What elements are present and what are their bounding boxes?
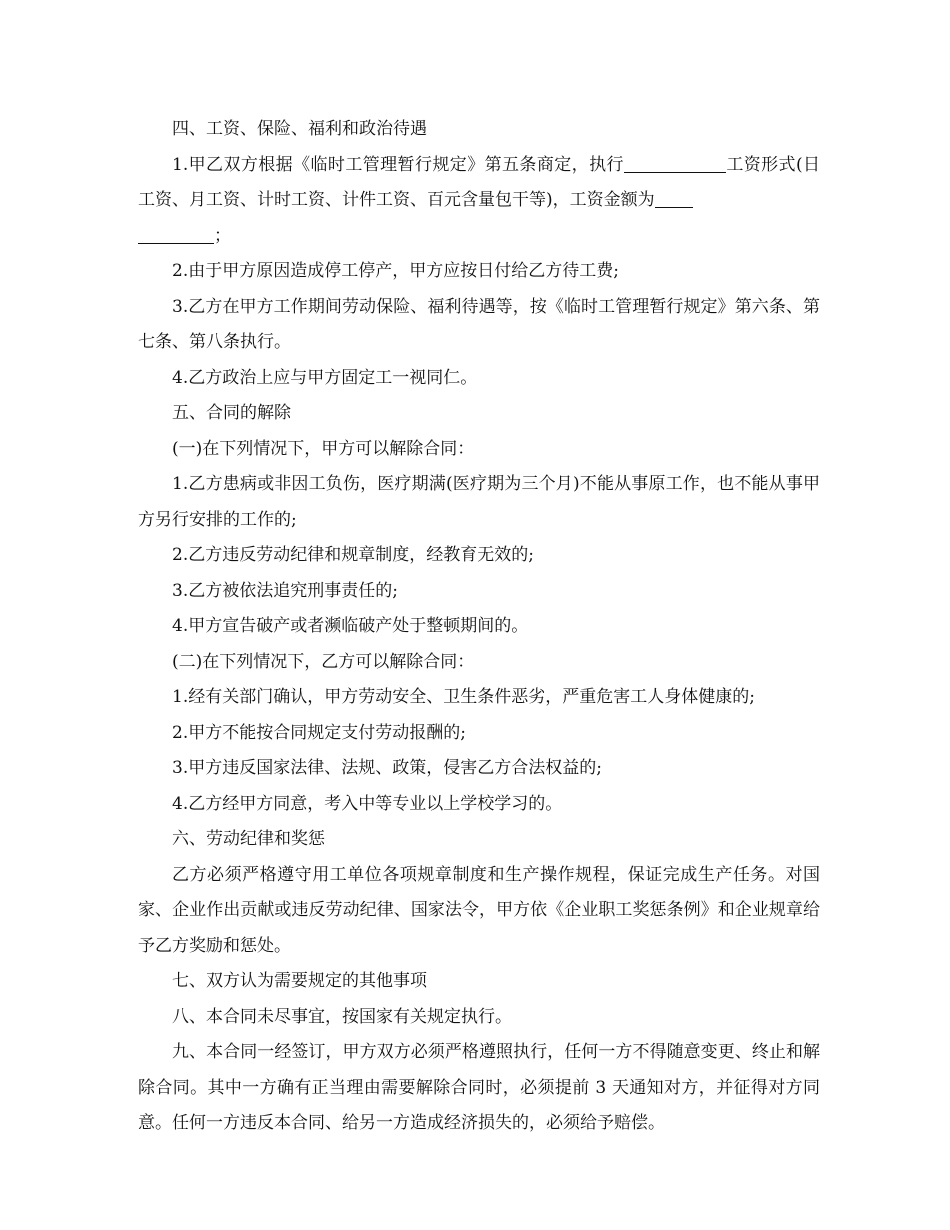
wage-amount-blank-2 <box>138 225 214 244</box>
wage-amount-blank <box>655 189 693 208</box>
clause-a-criminal: 3.乙方被依法追究刑事责任的; <box>172 580 398 601</box>
clause-a-bankruptcy: 4.甲方宣告破产或者濒临破产处于整顿期间的。 <box>172 616 529 636</box>
clause-wage-amount-continuation <box>138 219 820 255</box>
clause-discipline-body: 乙方必须严格遵守用工单位各项规章制度和生产操作规程，保证完成生产任务。对国家、企业作出贡献或违反劳动纪律、国家法令，甲方依《企业职工奖惩条例》和企业规章给予乙方奖励和惩处。 <box>138 864 820 956</box>
section-heading-wages: 四、工资、保险、福利和政治待遇 <box>172 119 427 139</box>
clause-b-law: 3.甲方违反国家法律、法规、政策，侵害乙方合法权益的; <box>172 758 602 778</box>
section-heading-unresolved: 八、本合同未尽事宜，按国家有关规定执行。 <box>172 1006 512 1027</box>
section-heading-other-matters: 七、双方认为需要规定的其他事项 <box>172 971 427 991</box>
clause-b-school: 4.乙方经甲方同意，考入中等专业以上学校学习的。 <box>172 793 563 814</box>
clause-a-illness: 1.乙方患病或非因工负伤，医疗期满(医疗期为三个月)不能从事原工作，也不能从事甲方另行安排的工作的; <box>138 474 820 530</box>
clause-wage-form-text: 1.甲乙双方根据《临时工管理暂行规定》第五条商定，执行 <box>172 154 624 175</box>
section-heading-termination: 五、合同的解除 <box>172 403 291 423</box>
section-heading-discipline: 六、劳动纪律和奖惩 <box>172 829 325 849</box>
clause-b-pay: 2.甲方不能按合同规定支付劳动报酬的; <box>172 722 466 743</box>
clause-wage-form <box>138 148 820 219</box>
clause-b-safety: 1.经有关部门确认，甲方劳动安全、卫生条件恶劣，严重危害工人身体健康的; <box>172 687 755 707</box>
clause-a-discipline: 2.乙方违反劳动纪律和规章制度，经教育无效的; <box>172 545 534 565</box>
subheading-party-b-terminate: (二)在下列情况下，乙方可以解除合同： <box>172 651 475 672</box>
clause-wage-amount-end: ； <box>214 225 231 246</box>
clause-insurance-welfare: 3.乙方在甲方工作期间劳动保险、福利待遇等，按《临时工管理暂行规定》第六条、第七条、第八条执行。 <box>138 296 820 352</box>
document-body <box>138 112 820 1142</box>
clause-standby-pay: 2.由于甲方原因造成停工停产，甲方应按日付给乙方待工费; <box>172 261 619 281</box>
section-heading-enforcement: 九、本合同一经签订，甲方双方必须严格遵照执行，任何一方不得随意变更、终止和解除合同。其中一方确有正当理由需要解除合同时，必须提前 3 天通知对方，并征得对方同意。任何一方违反本合同、给另一方造成经济损失的，必须给予赔偿。 <box>138 1042 820 1133</box>
clause-political-equality: 4.乙方政治上应与甲方固定工一视同仁。 <box>172 367 478 388</box>
wage-form-blank <box>624 154 726 173</box>
clause-wage-form-text-2: 工资形式(日工资、月工资、计时工资、计件工资、百元含量包干等)，工资金额为 <box>138 154 821 210</box>
subheading-party-a-terminate: (一)在下列情况下，甲方可以解除合同： <box>172 438 475 459</box>
